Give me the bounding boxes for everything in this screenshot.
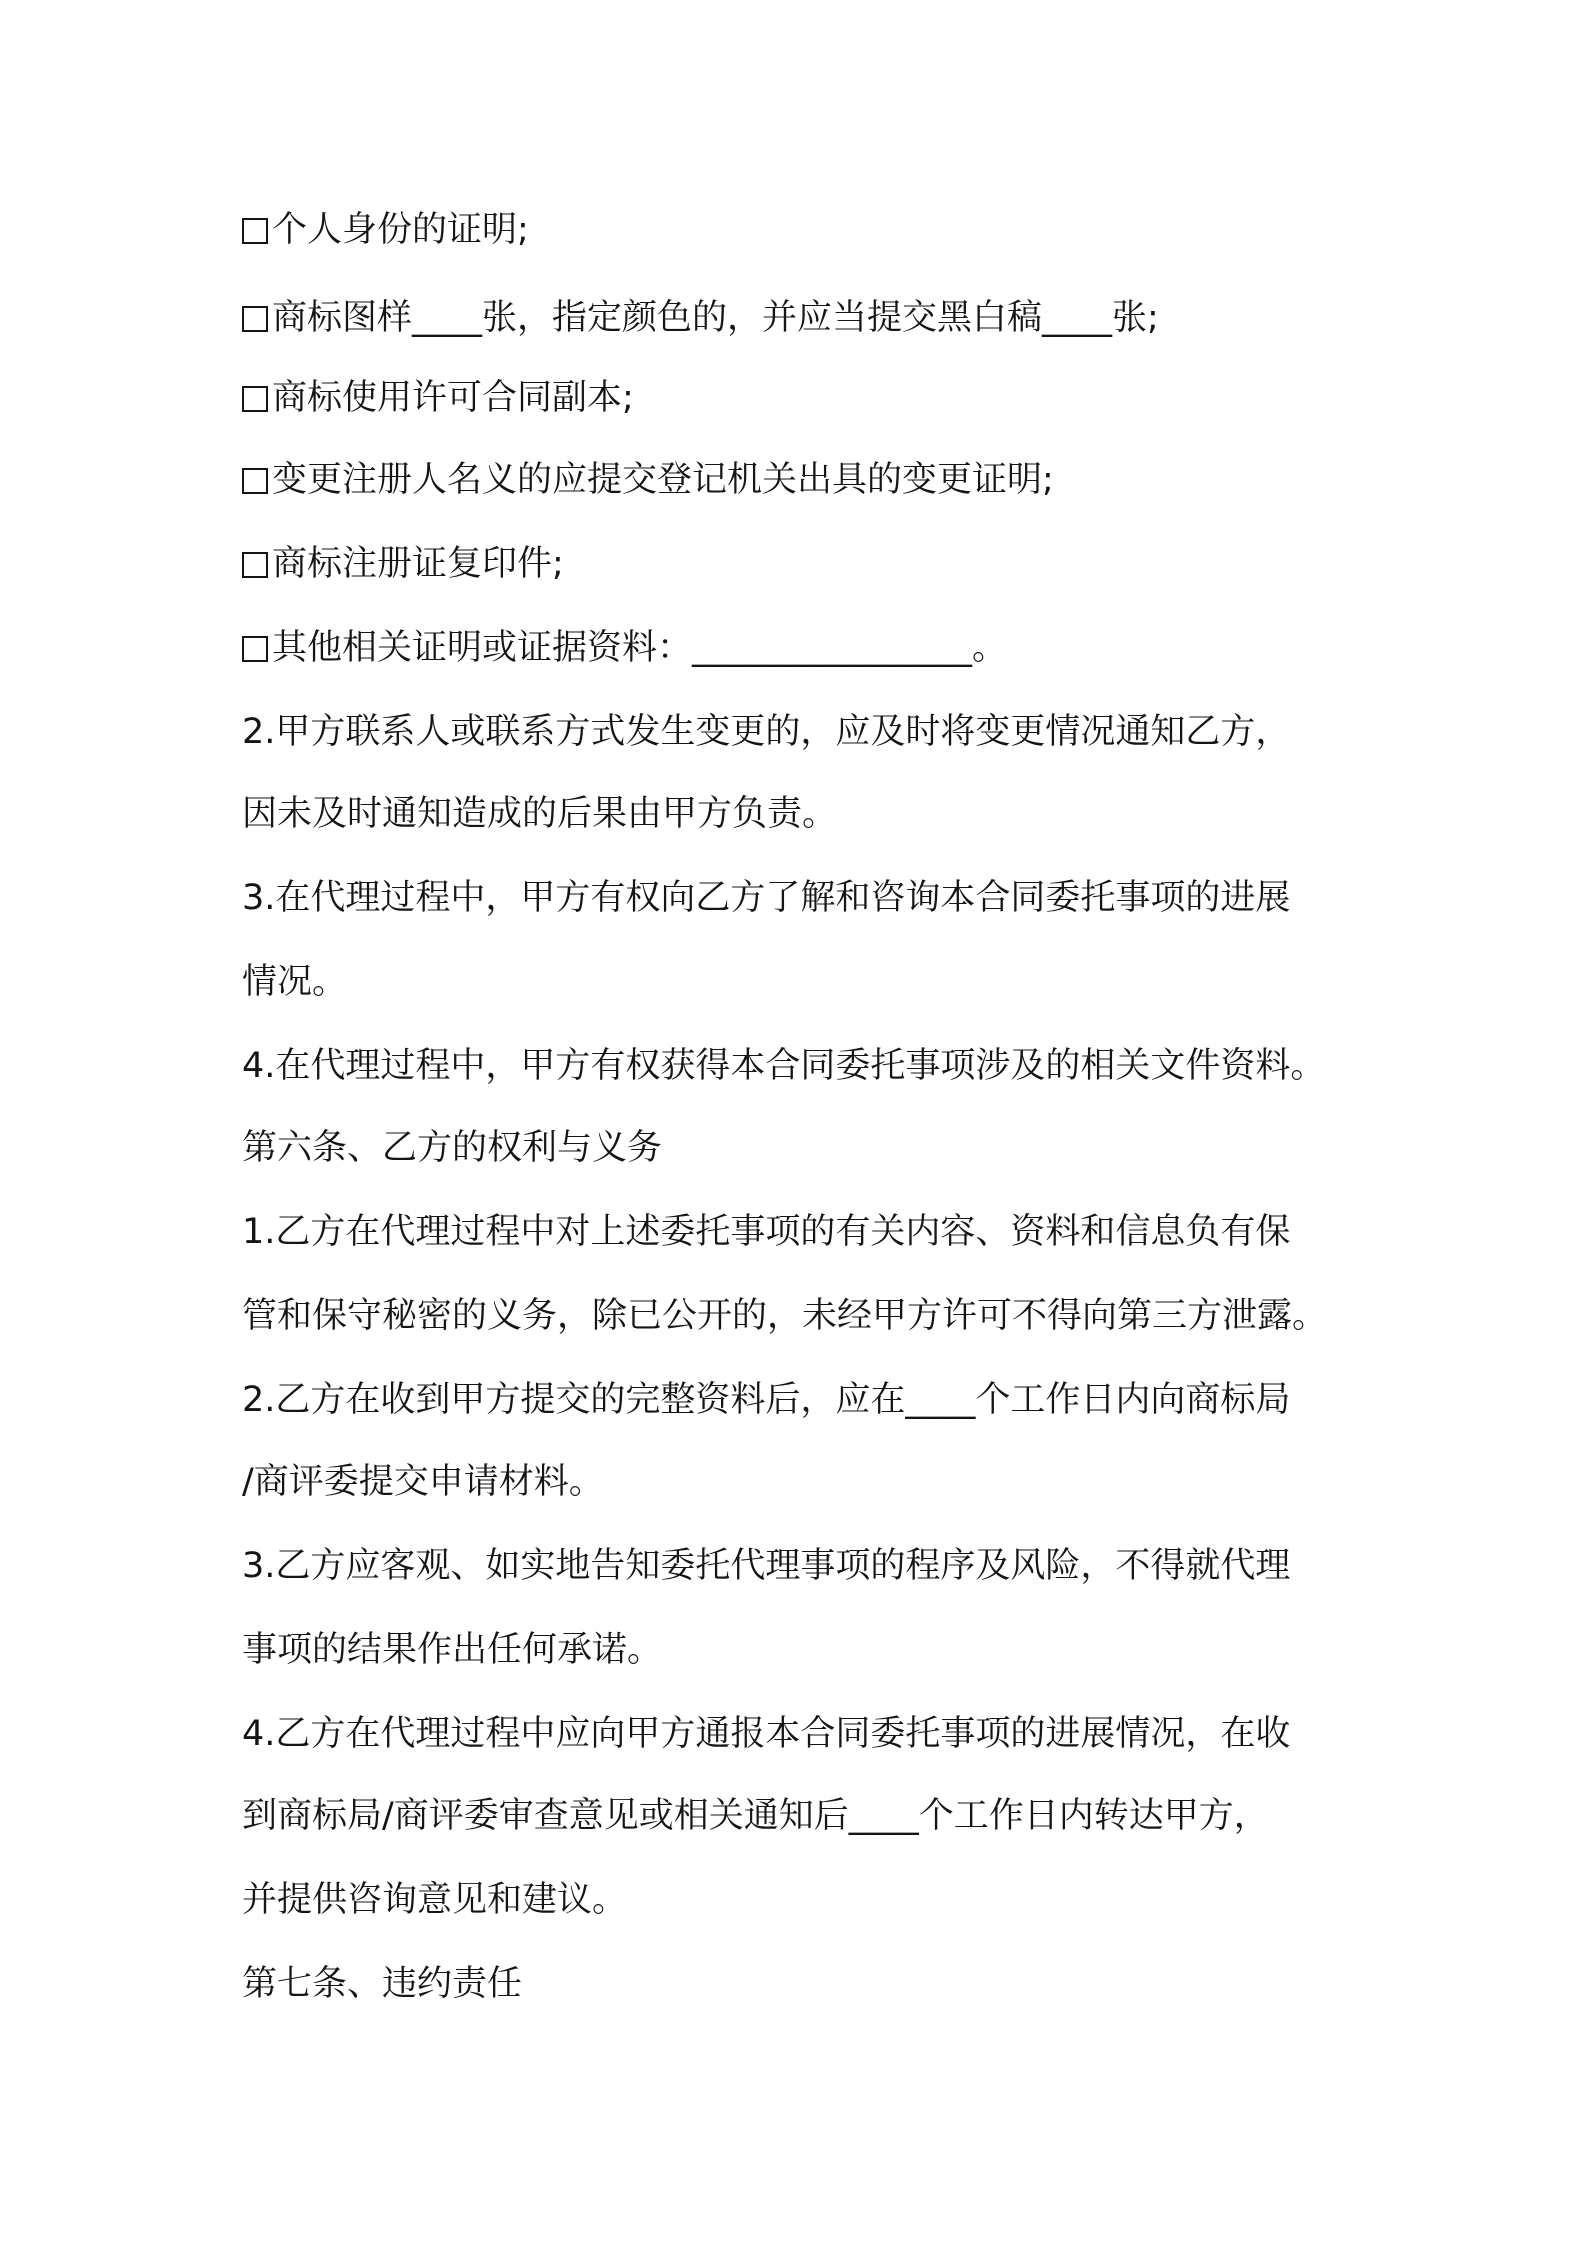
section-heading: 第六条、乙方的权利与义务 <box>242 1128 663 1168</box>
paragraph-line: 管和保守秘密的义务，除已公开的，未经甲方许可不得向第三方泄露。 <box>242 1296 1328 1336</box>
paragraph-line: /商评委提交申请材料。 <box>242 1462 604 1502</box>
checkbox-icon <box>242 636 268 662</box>
checklist-item-text: 其他相关证明或证据资料：________________。 <box>272 628 1008 668</box>
checklist-item-registration-copy <box>242 540 1372 588</box>
paragraph-line: 3.在代理过程中，甲方有权向乙方了解和咨询本合同委托事项的进展 <box>242 878 1291 918</box>
paragraph-line: 2.乙方在收到甲方提交的完整资料后，应在____个工作日内向商标局 <box>242 1380 1291 1420</box>
checkbox-icon <box>242 552 268 578</box>
checkbox-icon <box>242 386 268 412</box>
paragraph-line: 2.甲方联系人或联系方式发生变更的，应及时将变更情况通知乙方， <box>242 712 1291 752</box>
checklist-item-identity-proof <box>242 206 1372 254</box>
checkbox-icon <box>242 218 268 244</box>
paragraph-line: 4.在代理过程中，甲方有权获得本合同委托事项涉及的相关文件资料。 <box>242 1046 1326 1086</box>
paragraph-line: 到商标局/商评委审查意见或相关通知后____个工作日内转达甲方， <box>242 1796 1269 1836</box>
checkbox-icon <box>242 306 268 332</box>
checklist-item-change-certificate <box>242 456 1372 504</box>
paragraph-line: 并提供咨询意见和建议。 <box>242 1880 628 1920</box>
checkbox-icon <box>242 468 268 494</box>
checklist-item-text: 商标图样____张，指定颜色的，并应当提交黑白稿____张; <box>272 298 1159 338</box>
paragraph-line: 4.乙方在代理过程中应向甲方通报本合同委托事项的进展情况，在收 <box>242 1714 1291 1754</box>
paragraph-line: 1.乙方在代理过程中对上述委托事项的有关内容、资料和信息负有保 <box>242 1212 1291 1252</box>
paragraph-line: 3.乙方应客观、如实地告知委托代理事项的程序及风险，不得就代理 <box>242 1546 1291 1586</box>
section-heading: 第七条、违约责任 <box>242 1964 523 2004</box>
paragraph-line: 因未及时通知造成的后果由甲方负责。 <box>242 794 838 834</box>
checklist-item-other-evidence <box>242 624 1372 672</box>
checklist-item-text: 变更注册人名义的应提交登记机关出具的变更证明; <box>272 460 1054 500</box>
checklist-item-text: 商标使用许可合同副本; <box>272 378 634 418</box>
paragraph-line: 事项的结果作出任何承诺。 <box>242 1630 663 1670</box>
checklist-item-text: 个人身份的证明; <box>272 210 529 250</box>
checklist-item-license-contract <box>242 374 1372 422</box>
checklist-item-trademark-sample <box>242 294 1372 342</box>
checklist-item-text: 商标注册证复印件; <box>272 544 564 584</box>
paragraph-line: 情况。 <box>242 962 348 1002</box>
